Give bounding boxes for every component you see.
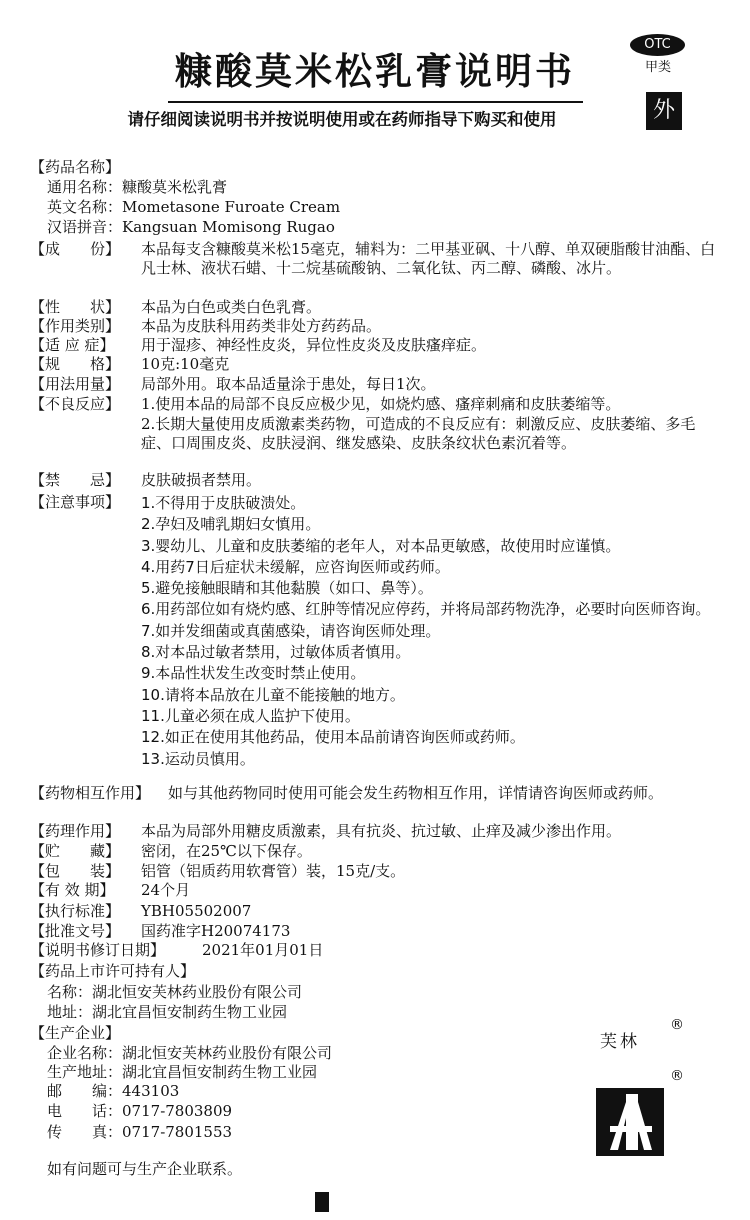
section-standard-label: 【执行标准】: [30, 902, 121, 920]
holder-name-value: 湖北恒安芙林药业股份有限公司: [92, 983, 303, 1001]
precaution-item: 13.运动员慎用。: [141, 749, 255, 768]
section-approval-label: 【批准文号】: [30, 922, 121, 940]
storage-text: 密闭，在25℃以下保存。: [141, 842, 312, 860]
appearance-text: 本品为白色或类白色乳膏。: [141, 298, 322, 316]
brand-name: 芙林: [600, 1032, 640, 1052]
precaution-item: 1.不得用于皮肤破溃处。: [141, 494, 306, 512]
manufacturer-address-value: 湖北宜昌恒安制药生物工业园: [122, 1063, 318, 1081]
manufacturer-name-row: [47, 1044, 332, 1064]
registration-mark: [315, 1192, 329, 1212]
interactions-text: 如与其他药物同时使用可能会发生药物相互作用，详情请咨询医师或药师。: [168, 784, 664, 802]
pharmacology-text: 本品为局部外用糖皮质激素，具有抗炎、抗过敏、止痒及减少渗出作用。: [141, 822, 622, 840]
validity-text: 24个月: [141, 881, 191, 899]
section-composition-label: 【成 份】: [30, 240, 121, 258]
precaution-item: 6.用药部位如有烧灼感、红肿等情况应停药，并将局部药物洗净，必要时向医师咨询。: [141, 600, 711, 619]
title-underline: [168, 101, 583, 103]
precaution-item: 2.孕妇及哺乳期妇女慎用。: [141, 515, 321, 534]
standard-text: YBH05502007: [141, 902, 252, 920]
precaution-item: 9.本品性状发生改变时禁止使用。: [141, 664, 366, 683]
manufacturer-phone-row: [47, 1102, 232, 1122]
adverse-item: 1.使用本品的局部不良反应极少见，如烧灼感、瘙痒刺痛和皮肤萎缩等。: [141, 395, 621, 413]
section-appearance-label: 【性 状】: [30, 298, 121, 316]
precaution-item: 8.对本品过敏者禁用，过敏体质者慎用。: [141, 643, 411, 662]
category-text: 本品为皮肤科用药类非处方药药品。: [141, 317, 382, 335]
precautions-list: [141, 493, 741, 770]
postcode-value: 443103: [122, 1082, 180, 1100]
field-label: 邮 编：: [47, 1082, 123, 1100]
revision-date-text: 2021年01月01日: [202, 941, 324, 959]
section-dosage-label: 【用法用量】: [30, 375, 121, 393]
approval-text: 国药准字H20074173: [141, 922, 291, 940]
composition-text: 本品每支含糠酸莫米松15毫克，辅料为：二甲基亚砜、十八醇、单双硬脂酸甘油酯、白凡士林、液状石蜡、十二烷基硫酸钠、二氧化钛、丙二醇、磷酸、冰片。: [141, 240, 716, 277]
field-label: 电 话：: [47, 1102, 123, 1120]
section-pharmacology-label: 【药理作用】: [30, 822, 121, 840]
contact-note: 如有问题可与生产企业联系。: [47, 1160, 243, 1178]
fax-value: 0717-7801553: [122, 1123, 233, 1141]
section-drug-name: [30, 158, 120, 178]
english-name-row: [47, 198, 340, 218]
section-storage-label: 【贮 藏】: [30, 842, 121, 860]
generic-name-value: 糠酸莫米松乳膏: [122, 178, 228, 196]
page-title: 糠酸莫米松乳膏说明书: [175, 50, 575, 93]
field-label: 生产地址：: [47, 1063, 123, 1081]
otc-class-label: 甲类: [645, 60, 672, 75]
adverse-item: 2.长期大量使用皮质激素类药物，可造成的不良反应有：刺激反应、皮肤萎缩、多毛症、口周围皮炎、皮肤浸润、继发感染、皮肤条纹状色素沉着等。: [141, 415, 696, 452]
precaution-item: 5.避免接触眼睛和其他黏膜（如口、鼻等）。: [141, 579, 433, 598]
contraindications-text: 皮肤破损者禁用。: [141, 471, 262, 489]
field-label: 地址：: [47, 1003, 93, 1021]
manufacturer-postcode-row: [47, 1082, 179, 1102]
section-contraindications-label: 【禁 忌】: [30, 471, 121, 489]
section-category-label: 【作用类别】: [30, 317, 121, 335]
field-label: 名称：: [47, 983, 93, 1001]
pinyin-value: Kangsuan Momisong Rugao: [122, 218, 335, 236]
holder-address-row: [47, 1003, 287, 1023]
precaution-item: 10.请将本品放在儿童不能接触的地方。: [141, 685, 405, 704]
external-use-badge: 外: [646, 92, 682, 130]
section-label: 【药品名称】: [30, 158, 121, 176]
indications-text: 用于湿疹、神经性皮炎，异位性皮炎及皮肤瘙痒症。: [141, 336, 487, 354]
section-packaging-label: 【包 装】: [30, 862, 121, 880]
section-revision-label: 【说明书修订日期】: [30, 941, 166, 959]
registered-mark: ®: [670, 1068, 684, 1084]
specification-text: 10克:10毫克: [141, 355, 230, 373]
reading-instruction: 请仔细阅读说明书并按说明使用或在药师指导下购买和使用: [127, 110, 557, 129]
section-interactions-label: 【药物相互作用】: [30, 784, 151, 802]
otc-badge: OTC: [630, 34, 685, 56]
company-logo-icon: [596, 1088, 664, 1156]
holder-name-row: [47, 983, 302, 1003]
precaution-item: 11.儿童必须在成人监护下使用。: [141, 706, 360, 725]
precaution-item: 3.婴幼儿、儿童和皮肤萎缩的老年人，对本品更敏感，故使用时应谨慎。: [141, 536, 621, 555]
field-label: 通用名称：: [47, 178, 123, 196]
field-label: 传 真：: [47, 1123, 123, 1141]
dosage-text: 局部外用。取本品适量涂于患处，每日1次。: [141, 375, 436, 393]
section-adverse-label: 【不良反应】: [30, 395, 121, 413]
pinyin-row: [47, 218, 335, 238]
precaution-item: 4.用药7日后症状未缓解，应咨询医师或药师。: [141, 557, 450, 576]
manufacturer-name-value: 湖北恒安芙林药业股份有限公司: [122, 1044, 333, 1062]
precaution-item: 7.如并发细菌或真菌感染，请咨询医师处理。: [141, 621, 441, 640]
generic-name-row: [47, 178, 227, 198]
section-validity-label: 【有 效 期】: [30, 881, 115, 899]
phone-value: 0717-7803809: [122, 1102, 233, 1120]
english-name-value: Mometasone Furoate Cream: [122, 198, 341, 216]
section-holder-label: 【药品上市许可持有人】: [30, 962, 196, 980]
registered-mark: ®: [670, 1017, 684, 1033]
section-specification-label: 【规 格】: [30, 355, 121, 373]
precaution-item: 12.如正在使用其他药品，使用本品前请咨询医师或药师。: [141, 728, 525, 747]
holder-address-value: 湖北宜昌恒安制药生物工业园: [92, 1003, 288, 1021]
manufacturer-fax-row: [47, 1123, 232, 1143]
packaging-text: 铝管（铝质药用软膏管）装，15克/支。: [141, 862, 406, 880]
field-label: 英文名称：: [47, 198, 123, 216]
section-indications-label: 【适 应 症】: [30, 336, 115, 354]
section-manufacturer-label: 【生产企业】: [30, 1024, 121, 1042]
section-precautions-label: 【注意事项】: [30, 493, 121, 511]
field-label: 企业名称：: [47, 1044, 123, 1062]
field-label: 汉语拼音：: [47, 218, 123, 236]
manufacturer-address-row: [47, 1063, 317, 1083]
